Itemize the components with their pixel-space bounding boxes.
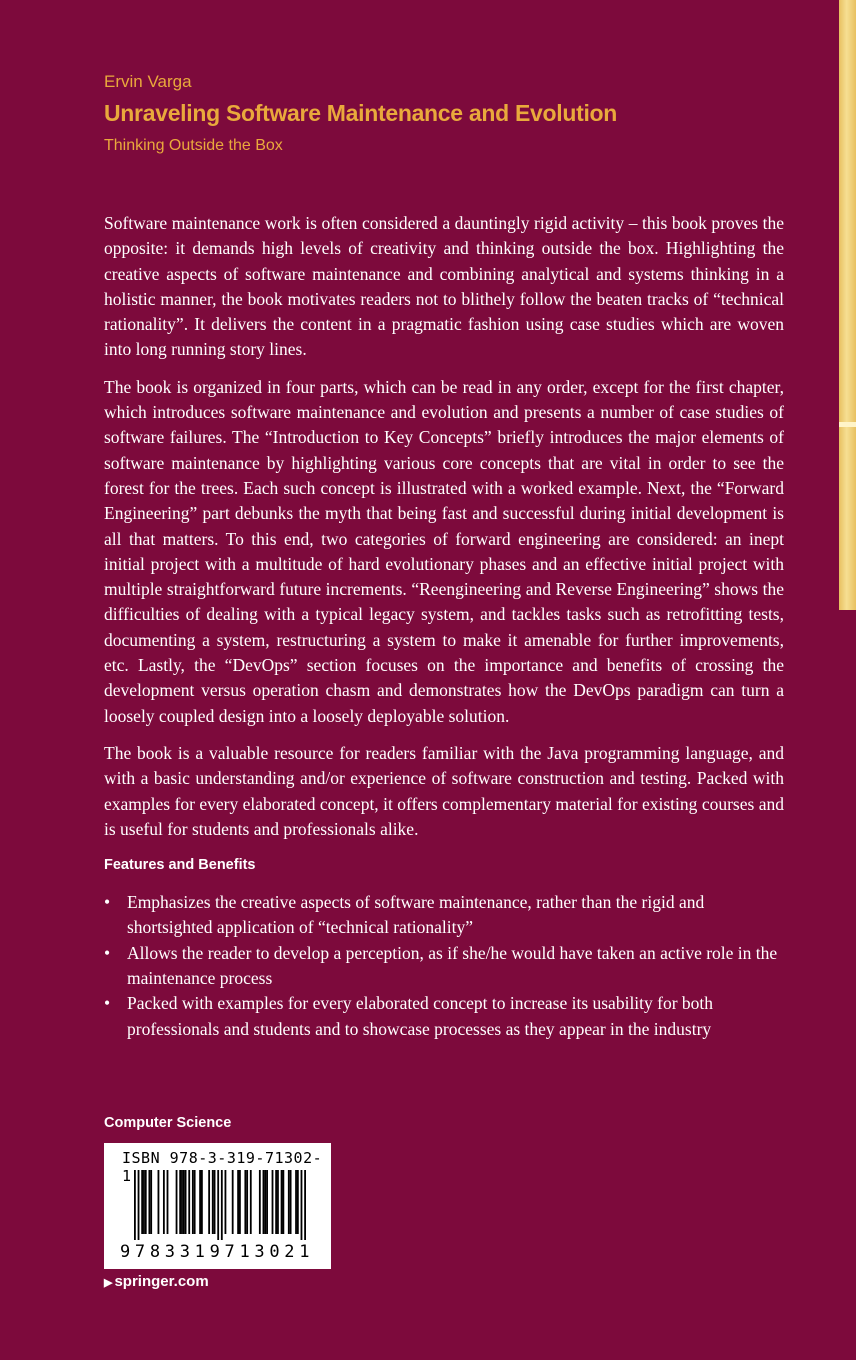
feature-item: • Emphasizes the creative aspects of software maintenance, rather than the rigid and shortsighted application of “technical rationality” — [104, 890, 784, 941]
feature-item: • Packed with examples for every elaborated concept to increase its usability for both professionals and students and to showcase processes as they appear in the industry — [104, 991, 784, 1042]
barcode-bar — [188, 1170, 190, 1234]
barcode-bar — [221, 1170, 223, 1240]
back-cover-text — [104, 211, 784, 1042]
barcode-bar — [295, 1170, 297, 1234]
barcode-bar — [176, 1170, 178, 1234]
barcode-bar — [163, 1170, 165, 1234]
feature-item: • Allows the reader to develop a perception, as if she/he would have taken an active role in the maintenance process — [104, 941, 784, 992]
barcode-bar — [225, 1170, 227, 1234]
barcode-bar — [143, 1170, 145, 1234]
barcode-bar — [239, 1170, 241, 1234]
barcode-bar — [281, 1170, 283, 1234]
barcode-bar — [304, 1170, 306, 1240]
barcode-bar — [263, 1170, 265, 1234]
features-heading: Features and Benefits — [104, 857, 256, 874]
barcode-bar — [208, 1170, 210, 1234]
description-paragraph-3: The book is a valuable resource for readers familiar with the Java programming language, and with a basic understanding and/or experience of software construction and testing. Packed with examples for every elaborated concept, it offers complementary material for existing courses and is useful for students and professionals alike. — [104, 742, 784, 839]
barcode-bar — [259, 1170, 261, 1234]
spine-edge-strip — [839, 0, 856, 610]
barcode-bar — [212, 1170, 214, 1234]
barcode-bar — [266, 1170, 268, 1234]
isbn-barcode — [104, 1143, 331, 1269]
barcode-bar — [277, 1170, 279, 1234]
barcode-bar — [183, 1170, 185, 1234]
description-paragraph-2: The book is organized in four parts, which can be read in any order, except for the first chapter, which introduces software maintenance and evolution and presents a number of case studies of software failures. The “Introduction to Key Concepts” briefly introduces the major elements of software maintenance by highlighting various core concepts that are vital in order to see the forest for the trees. Each such concept is illustrated with a worked example. Next, the “Forward Engineering” part debunks the myth that being fast and successful during initial development is all that matters. To this end, two categories of forward engineering are considered: an inept initial project with a multitude of hard evolutionary phases and an effective initial project with multiple straightforward future increments. “Reengineering and Reverse Engineering” shows the difficulties of dealing with a typical legacy system, and tackles tasks such as retrofitting tests, documenting a system, restructuring a system to make it amenable for further improvements, etc. Lastly, the “DevOps” section focuses on the importance and benefits of crossing the development versus operation chasm and demonstrates how the DevOps paradigm can turn a loosely coupled design into a loosely deployable solution. — [104, 376, 784, 726]
publisher-link[interactable] — [104, 1273, 209, 1290]
barcode-bar — [288, 1170, 290, 1234]
barcode-bar — [275, 1170, 277, 1234]
features-list — [104, 890, 784, 1042]
play-arrow-icon: ▶ — [104, 1277, 113, 1289]
barcode-bar — [246, 1170, 248, 1234]
barcode-bar — [181, 1170, 183, 1234]
barcode-bar — [244, 1170, 246, 1234]
barcode-bar — [250, 1170, 252, 1234]
barcode-bar — [158, 1170, 160, 1234]
book-subtitle: Thinking Outside the Box — [104, 137, 283, 154]
barcode-bar — [199, 1170, 201, 1234]
barcode-bar — [141, 1170, 143, 1234]
barcode-bar — [301, 1170, 303, 1240]
barcode-bar — [134, 1170, 136, 1240]
barcode-bar — [290, 1170, 292, 1234]
barcode-bar — [145, 1170, 147, 1234]
subject-category: Computer Science — [104, 1115, 232, 1131]
barcode-bar — [232, 1170, 234, 1234]
barcode-bar — [150, 1170, 152, 1234]
ean-digits: 9783319713021 — [120, 1242, 315, 1262]
spine-edge-mark — [839, 422, 856, 427]
cover-header — [104, 70, 617, 160]
description-paragraph-1: Software maintenance work is often considered a dauntingly rigid activity – this book proves the opposite: it demands high levels of creativity and thinking outside the box. Highlighting the creative aspects of software maintenance and combining analytical and systems thinking in a holistic manner, the book motivates readers not to blithely follow the beaten tracks of “technical rationality”. It delivers the content in a pragmatic fashion using case studies which are woven into long running story lines. — [104, 213, 784, 360]
barcode-bars — [134, 1170, 306, 1240]
barcode-bar — [138, 1170, 140, 1240]
barcode-bar — [185, 1170, 187, 1234]
isbn-label: ISBN 978-3-319-71302-1 — [122, 1149, 323, 1185]
barcode-bar — [194, 1170, 196, 1234]
barcode-bar — [282, 1170, 284, 1234]
barcode-bar — [217, 1170, 219, 1240]
barcode-bar — [192, 1170, 194, 1234]
barcode-bar — [272, 1170, 274, 1234]
barcode-bar — [237, 1170, 239, 1234]
barcode-bar — [179, 1170, 181, 1234]
barcode-bar — [214, 1170, 216, 1234]
author-name: Ervin Varga — [104, 72, 192, 91]
book-title: Unraveling Software Maintenance and Evolution — [104, 100, 618, 126]
barcode-bar — [148, 1170, 150, 1234]
barcode-bar — [201, 1170, 203, 1234]
barcode-bar — [297, 1170, 299, 1234]
barcode-bar — [167, 1170, 169, 1234]
barcode-bar — [264, 1170, 266, 1234]
publisher-url: springer.com — [114, 1273, 209, 1290]
